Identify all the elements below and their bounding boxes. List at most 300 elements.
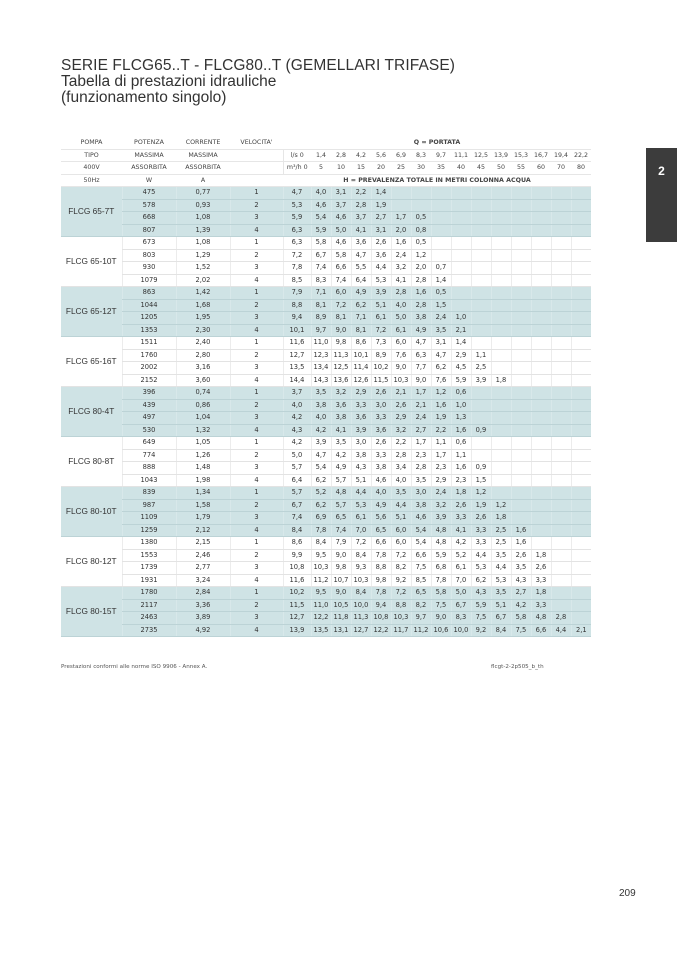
head-cell: 1,8	[531, 587, 551, 600]
head-cell	[571, 524, 591, 537]
head-cell: 1,0	[451, 312, 471, 325]
table-row	[61, 312, 591, 325]
head-cell: 6,2	[311, 499, 331, 512]
head-cell: 8,5	[411, 574, 431, 587]
head-cell: 8,8	[391, 599, 411, 612]
head-cell	[471, 224, 491, 237]
head-cell	[551, 349, 571, 362]
speed-cell: 1	[230, 387, 283, 400]
head-cell	[531, 249, 551, 262]
head-cell	[571, 324, 591, 337]
head-cell	[511, 474, 531, 487]
speed-cell: 2	[230, 599, 283, 612]
head-cell: 2,6	[371, 237, 391, 250]
head-cell	[451, 262, 471, 275]
head-cell: 12,5	[331, 362, 351, 375]
head-cell: 3,9	[431, 512, 451, 525]
current-cell: 4,92	[176, 624, 230, 637]
head-cell	[451, 287, 471, 300]
head-cell: 1,6	[451, 462, 471, 475]
head-cell: 12,7	[283, 612, 311, 625]
head-cell: 5,0	[283, 449, 311, 462]
head-cell: 2,1	[571, 624, 591, 637]
head-cell: 5,4	[411, 537, 431, 550]
head-cell: 2,9	[431, 474, 451, 487]
speed-cell: 4	[230, 324, 283, 337]
head-cell: 9,0	[391, 362, 411, 375]
head-cell	[511, 199, 531, 212]
head-cell	[491, 324, 511, 337]
head-cell	[571, 299, 591, 312]
header-m3h-value: 80	[571, 162, 591, 175]
head-cell: 6,4	[351, 274, 371, 287]
head-cell: 3,3	[471, 537, 491, 550]
head-cell: 5,9	[471, 599, 491, 612]
head-cell: 2,2	[351, 187, 371, 200]
head-cell	[551, 537, 571, 550]
pump-model: FLCG 65-7T	[61, 187, 122, 237]
head-cell: 8,4	[311, 537, 331, 550]
head-cell	[531, 537, 551, 550]
head-cell: 9,2	[471, 624, 491, 637]
head-cell: 5,7	[283, 462, 311, 475]
table-row	[61, 537, 591, 550]
head-cell: 9,4	[283, 312, 311, 325]
head-cell: 9,5	[311, 549, 331, 562]
pump-model: FLCG 80-8T	[61, 437, 122, 487]
head-cell: 1,6	[451, 424, 471, 437]
head-cell: 11,7	[391, 624, 411, 637]
head-cell	[491, 212, 511, 225]
head-cell: 2,3	[451, 474, 471, 487]
head-cell: 7,8	[371, 587, 391, 600]
head-cell: 1,1	[431, 437, 451, 450]
head-cell: 3,8	[411, 312, 431, 325]
head-cell: 7,2	[391, 587, 411, 600]
speed-cell: 3	[230, 312, 283, 325]
current-cell: 1,79	[176, 512, 230, 525]
head-cell: 5,9	[283, 212, 311, 225]
head-cell: 7,5	[411, 562, 431, 575]
head-cell: 9,5	[311, 587, 331, 600]
head-cell: 4,6	[371, 474, 391, 487]
head-cell: 2,8	[391, 449, 411, 462]
head-cell: 9,0	[331, 587, 351, 600]
head-cell: 2,6	[471, 512, 491, 525]
head-cell: 1,2	[471, 487, 491, 500]
head-cell: 3,9	[371, 287, 391, 300]
speed-cell: 1	[230, 287, 283, 300]
head-cell	[531, 474, 551, 487]
head-cell: 3,3	[531, 599, 551, 612]
head-cell: 10,2	[283, 587, 311, 600]
head-cell	[571, 224, 591, 237]
header-tipo: TIPO	[61, 149, 122, 162]
head-cell: 3,0	[411, 487, 431, 500]
head-cell	[431, 237, 451, 250]
head-cell: 4,6	[331, 212, 351, 225]
head-cell: 4,9	[411, 324, 431, 337]
head-cell: 4,7	[351, 249, 371, 262]
power-cell: 1109	[122, 512, 176, 525]
head-cell	[551, 399, 571, 412]
head-cell: 5,4	[411, 524, 431, 537]
table-row	[61, 299, 591, 312]
head-cell: 5,0	[391, 312, 411, 325]
pump-model: FLCG 80-12T	[61, 537, 122, 587]
head-cell: 6,7	[283, 499, 311, 512]
head-cell: 5,6	[371, 512, 391, 525]
head-cell	[531, 487, 551, 500]
head-cell: 11,5	[283, 599, 311, 612]
power-cell: 2463	[122, 612, 176, 625]
head-cell: 8,3	[311, 274, 331, 287]
head-cell: 1,6	[511, 537, 531, 550]
head-cell	[471, 187, 491, 200]
head-cell	[551, 587, 571, 600]
head-cell	[451, 212, 471, 225]
table-row	[61, 374, 591, 387]
power-cell: 530	[122, 424, 176, 437]
head-cell	[531, 312, 551, 325]
current-cell: 0,74	[176, 387, 230, 400]
head-cell	[551, 274, 571, 287]
head-cell: 1,1	[471, 349, 491, 362]
head-cell	[511, 312, 531, 325]
head-cell	[491, 449, 511, 462]
power-cell: 987	[122, 499, 176, 512]
head-cell: 2,8	[391, 287, 411, 300]
head-cell: 7,8	[431, 574, 451, 587]
speed-cell: 3	[230, 362, 283, 375]
header-m3h-value: 50	[491, 162, 511, 175]
head-cell: 13,6	[331, 374, 351, 387]
current-cell: 1,95	[176, 312, 230, 325]
head-cell: 6,5	[371, 524, 391, 537]
head-cell: 3,5	[431, 324, 451, 337]
head-cell: 1,9	[431, 412, 451, 425]
current-cell: 1,04	[176, 412, 230, 425]
current-cell: 1,68	[176, 299, 230, 312]
power-cell: 1205	[122, 312, 176, 325]
head-cell	[491, 187, 511, 200]
header-q-portata: Q = PORTATA	[283, 137, 591, 149]
head-cell: 8,9	[371, 349, 391, 362]
head-cell	[511, 212, 531, 225]
head-cell: 3,3	[371, 412, 391, 425]
head-cell: 4,2	[283, 437, 311, 450]
head-cell: 3,2	[331, 387, 351, 400]
head-cell: 1,6	[391, 237, 411, 250]
table-row	[61, 287, 591, 300]
head-cell: 8,2	[411, 599, 431, 612]
current-cell: 2,84	[176, 587, 230, 600]
head-cell	[471, 399, 491, 412]
head-cell: 12,3	[311, 349, 331, 362]
header-ls-value: 2,8	[331, 149, 351, 162]
head-cell	[471, 437, 491, 450]
head-cell: 11,2	[411, 624, 431, 637]
current-cell: 1,34	[176, 487, 230, 500]
speed-cell: 3	[230, 462, 283, 475]
head-cell: 9,3	[351, 562, 371, 575]
current-cell: 3,36	[176, 599, 230, 612]
power-cell: 1931	[122, 574, 176, 587]
head-cell: 7,6	[431, 374, 451, 387]
table-row	[61, 549, 591, 562]
head-cell	[571, 512, 591, 525]
power-cell: 1353	[122, 324, 176, 337]
power-cell: 396	[122, 387, 176, 400]
head-cell: 7,9	[331, 537, 351, 550]
head-cell: 2,0	[391, 224, 411, 237]
head-cell: 11,4	[351, 362, 371, 375]
head-cell	[491, 299, 511, 312]
head-cell: 1,9	[471, 499, 491, 512]
head-cell: 10,0	[451, 624, 471, 637]
head-cell: 9,7	[311, 324, 331, 337]
head-cell	[571, 199, 591, 212]
speed-cell: 3	[230, 612, 283, 625]
head-cell: 5,7	[283, 487, 311, 500]
speed-cell: 1	[230, 337, 283, 350]
head-cell: 3,3	[471, 524, 491, 537]
head-cell: 10,2	[371, 362, 391, 375]
head-cell: 10,8	[283, 562, 311, 575]
head-cell: 1,5	[431, 299, 451, 312]
power-cell: 1259	[122, 524, 176, 537]
head-cell: 14,4	[283, 374, 311, 387]
head-cell: 7,8	[371, 549, 391, 562]
head-cell: 7,6	[391, 349, 411, 362]
current-cell: 2,80	[176, 349, 230, 362]
header-ls-value: 1,4	[311, 149, 331, 162]
head-cell: 3,2	[391, 424, 411, 437]
head-cell: 1,2	[431, 387, 451, 400]
head-cell: 11,0	[311, 599, 331, 612]
head-cell: 6,2	[471, 574, 491, 587]
head-cell	[551, 387, 571, 400]
head-cell: 9,0	[411, 374, 431, 387]
head-cell: 3,5	[311, 387, 331, 400]
table-row	[61, 562, 591, 575]
head-cell: 0,6	[451, 387, 471, 400]
pump-model: FLCG 80-15T	[61, 587, 122, 637]
power-cell: 1380	[122, 537, 176, 550]
head-cell: 2,1	[391, 387, 411, 400]
head-cell	[451, 237, 471, 250]
head-cell: 2,7	[411, 424, 431, 437]
head-cell	[531, 187, 551, 200]
head-cell: 3,4	[391, 462, 411, 475]
table-row	[61, 324, 591, 337]
head-cell: 2,6	[451, 499, 471, 512]
head-cell: 7,8	[311, 524, 331, 537]
header-ls-value: 11,1	[451, 149, 471, 162]
current-cell: 1,42	[176, 287, 230, 300]
head-cell	[571, 437, 591, 450]
header-a: A	[176, 174, 230, 187]
head-cell	[531, 399, 551, 412]
head-cell	[531, 224, 551, 237]
header-m3h-value: 15	[351, 162, 371, 175]
head-cell	[551, 474, 571, 487]
head-cell: 2,9	[451, 349, 471, 362]
header-ls-value: 4,2	[351, 149, 371, 162]
head-cell: 8,8	[283, 299, 311, 312]
head-cell: 4,8	[531, 612, 551, 625]
head-cell	[571, 449, 591, 462]
table-row	[61, 274, 591, 287]
head-cell: 8,1	[311, 299, 331, 312]
head-cell: 7,4	[311, 262, 331, 275]
current-cell: 1,08	[176, 237, 230, 250]
head-cell: 8,6	[351, 337, 371, 350]
head-cell: 9,0	[331, 549, 351, 562]
head-cell: 2,9	[351, 387, 371, 400]
head-cell	[451, 249, 471, 262]
head-cell: 0,5	[411, 237, 431, 250]
head-cell: 9,8	[331, 562, 351, 575]
speed-cell: 2	[230, 349, 283, 362]
head-cell: 4,4	[371, 262, 391, 275]
power-cell: 803	[122, 249, 176, 262]
head-cell: 1,2	[411, 249, 431, 262]
head-cell	[431, 187, 451, 200]
head-cell	[491, 199, 511, 212]
head-cell	[571, 549, 591, 562]
current-cell: 1,08	[176, 212, 230, 225]
head-cell: 7,4	[331, 274, 351, 287]
current-cell: 2,46	[176, 549, 230, 562]
head-cell	[491, 287, 511, 300]
head-cell: 3,3	[371, 449, 391, 462]
header-m3h-value: 70	[551, 162, 571, 175]
head-cell: 4,0	[391, 474, 411, 487]
head-cell	[471, 337, 491, 350]
head-cell: 1,5	[471, 474, 491, 487]
header-m3h-value: 40	[451, 162, 471, 175]
head-cell: 2,8	[551, 612, 571, 625]
head-cell: 2,1	[411, 399, 431, 412]
head-cell: 3,8	[411, 499, 431, 512]
head-cell: 5,1	[391, 512, 411, 525]
speed-cell: 3	[230, 212, 283, 225]
power-cell: 578	[122, 199, 176, 212]
head-cell	[551, 287, 571, 300]
head-cell	[551, 324, 571, 337]
speed-cell: 4	[230, 474, 283, 487]
head-cell	[551, 249, 571, 262]
head-cell: 4,2	[511, 599, 531, 612]
header-ls-value: 22,2	[571, 149, 591, 162]
head-cell: 9,7	[411, 612, 431, 625]
head-cell	[531, 412, 551, 425]
head-cell: 5,9	[311, 224, 331, 237]
head-cell: 9,9	[283, 549, 311, 562]
head-cell	[511, 349, 531, 362]
head-cell	[531, 274, 551, 287]
footnote: Prestazioni conformi alle norme ISO 9906 - Annex A.	[61, 664, 208, 670]
head-cell: 3,7	[331, 199, 351, 212]
head-cell	[491, 387, 511, 400]
table-row	[61, 399, 591, 412]
current-cell: 1,58	[176, 499, 230, 512]
head-cell: 2,3	[411, 449, 431, 462]
current-cell: 1,05	[176, 437, 230, 450]
head-cell: 7,5	[431, 599, 451, 612]
head-cell: 2,6	[371, 387, 391, 400]
power-cell: 497	[122, 412, 176, 425]
power-cell: 2117	[122, 599, 176, 612]
head-cell: 8,1	[331, 312, 351, 325]
speed-cell: 4	[230, 424, 283, 437]
head-cell	[571, 387, 591, 400]
head-cell	[551, 312, 571, 325]
head-cell	[511, 224, 531, 237]
header-m3h-value: 55	[511, 162, 531, 175]
head-cell	[571, 312, 591, 325]
head-cell	[511, 487, 531, 500]
head-cell: 0,5	[431, 287, 451, 300]
current-cell: 2,77	[176, 562, 230, 575]
table-row	[61, 437, 591, 450]
header-ls-value: 6,9	[391, 149, 411, 162]
current-cell: 2,40	[176, 337, 230, 350]
head-cell	[531, 512, 551, 525]
head-cell: 7,5	[471, 612, 491, 625]
head-cell: 6,2	[311, 474, 331, 487]
head-cell	[551, 549, 571, 562]
head-cell: 7,1	[311, 287, 331, 300]
head-cell	[571, 599, 591, 612]
head-cell	[511, 424, 531, 437]
head-cell	[491, 424, 511, 437]
header-massima-2: MASSIMA	[176, 149, 230, 162]
head-cell: 2,7	[371, 212, 391, 225]
head-cell	[531, 424, 551, 437]
head-cell: 3,6	[371, 424, 391, 437]
head-cell: 9,0	[431, 612, 451, 625]
head-cell: 10,3	[351, 574, 371, 587]
pump-model: FLCG 65-12T	[61, 287, 122, 337]
head-cell	[571, 212, 591, 225]
table-row	[61, 612, 591, 625]
head-cell: 13,5	[311, 624, 331, 637]
current-cell: 1,29	[176, 249, 230, 262]
head-cell	[531, 299, 551, 312]
head-cell	[491, 274, 511, 287]
head-cell: 6,6	[531, 624, 551, 637]
head-cell: 2,5	[491, 524, 511, 537]
head-cell	[571, 374, 591, 387]
current-cell: 1,52	[176, 262, 230, 275]
head-cell: 2,4	[391, 249, 411, 262]
speed-cell: 2	[230, 399, 283, 412]
head-cell: 5,0	[451, 587, 471, 600]
head-cell: 1,6	[511, 524, 531, 537]
pump-model: FLCG 65-10T	[61, 237, 122, 287]
power-cell: 1511	[122, 337, 176, 350]
chapter-tab	[646, 148, 677, 242]
head-cell: 4,8	[331, 487, 351, 500]
speed-cell: 3	[230, 262, 283, 275]
current-cell: 1,39	[176, 224, 230, 237]
head-cell	[511, 387, 531, 400]
header-corrente: CORRENTE	[176, 137, 230, 149]
head-cell	[491, 362, 511, 375]
head-cell	[571, 612, 591, 625]
